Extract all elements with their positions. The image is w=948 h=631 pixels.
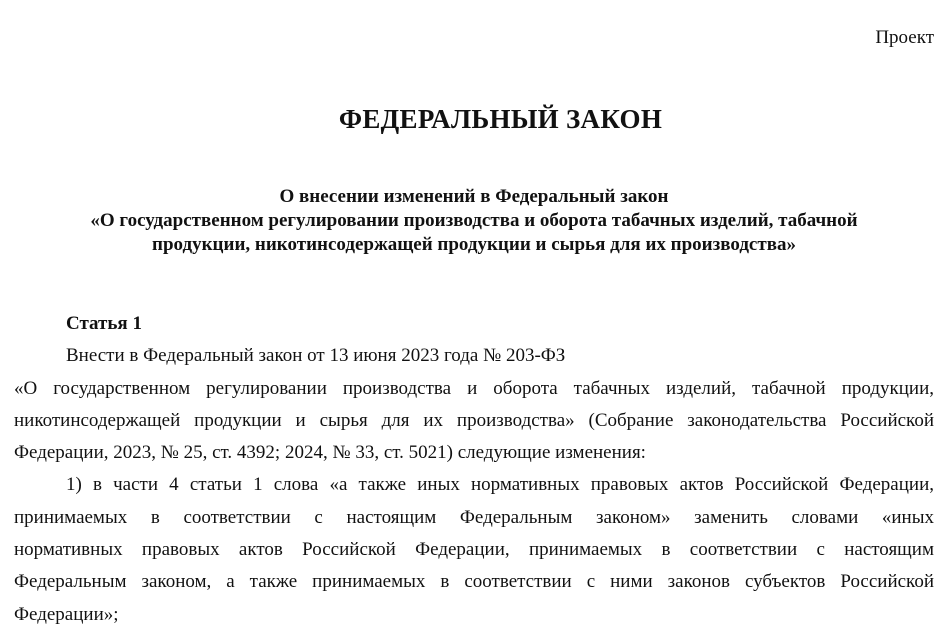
article-intro-line-1: Внести в Федеральный закон от 13 июня 2023 года № 203-ФЗ [66,345,566,367]
subtitle-line-3: продукции, никотинсодержащей продукции и сырья для их производства» [152,234,796,255]
law-subtitle [0,185,948,257]
article-intro-line-2: «О государственном регулировании производства и оборота табачных изделий, табачной продукции, [14,377,934,399]
subtitle-line-2: «О государственном регулировании производства и оборота табачных изделий, табачной [90,210,858,231]
item-1-line-3: нормативных правовых актов Российской Федерации, принимаемых в соответствии с настоящим [14,539,934,561]
law-title: ФЕДЕРАЛЬНЫЙ ЗАКОН [338,104,663,134]
article-body [14,308,934,631]
item-1-line-1: 1) в части 4 статьи 1 слова «а также иных нормативных правовых актов Российской Федерации, [66,474,934,496]
article-heading: Статья 1 [66,313,142,334]
item-1-line-5: Федерации»; [14,603,119,625]
item-1-line-2: принимаемых в соответствии с настоящим Федеральным законом» заменить словами «иных [14,506,934,528]
article-intro-line-4: Федерации, 2023, № 25, ст. 4392; 2024, № 33, ст. 5021) следующие изменения: [14,442,646,464]
subtitle-line-1: О внесении изменений в Федеральный закон [279,186,669,207]
article-intro-line-3: никотинсодержащей продукции и сырья для их производства» (Собрание законодательства Российской [14,409,934,431]
draft-mark: Проект [875,27,934,48]
item-1-line-4: Федеральным законом, а также принимаемых в соответствии с ними законов субъектов Российской [14,571,934,593]
